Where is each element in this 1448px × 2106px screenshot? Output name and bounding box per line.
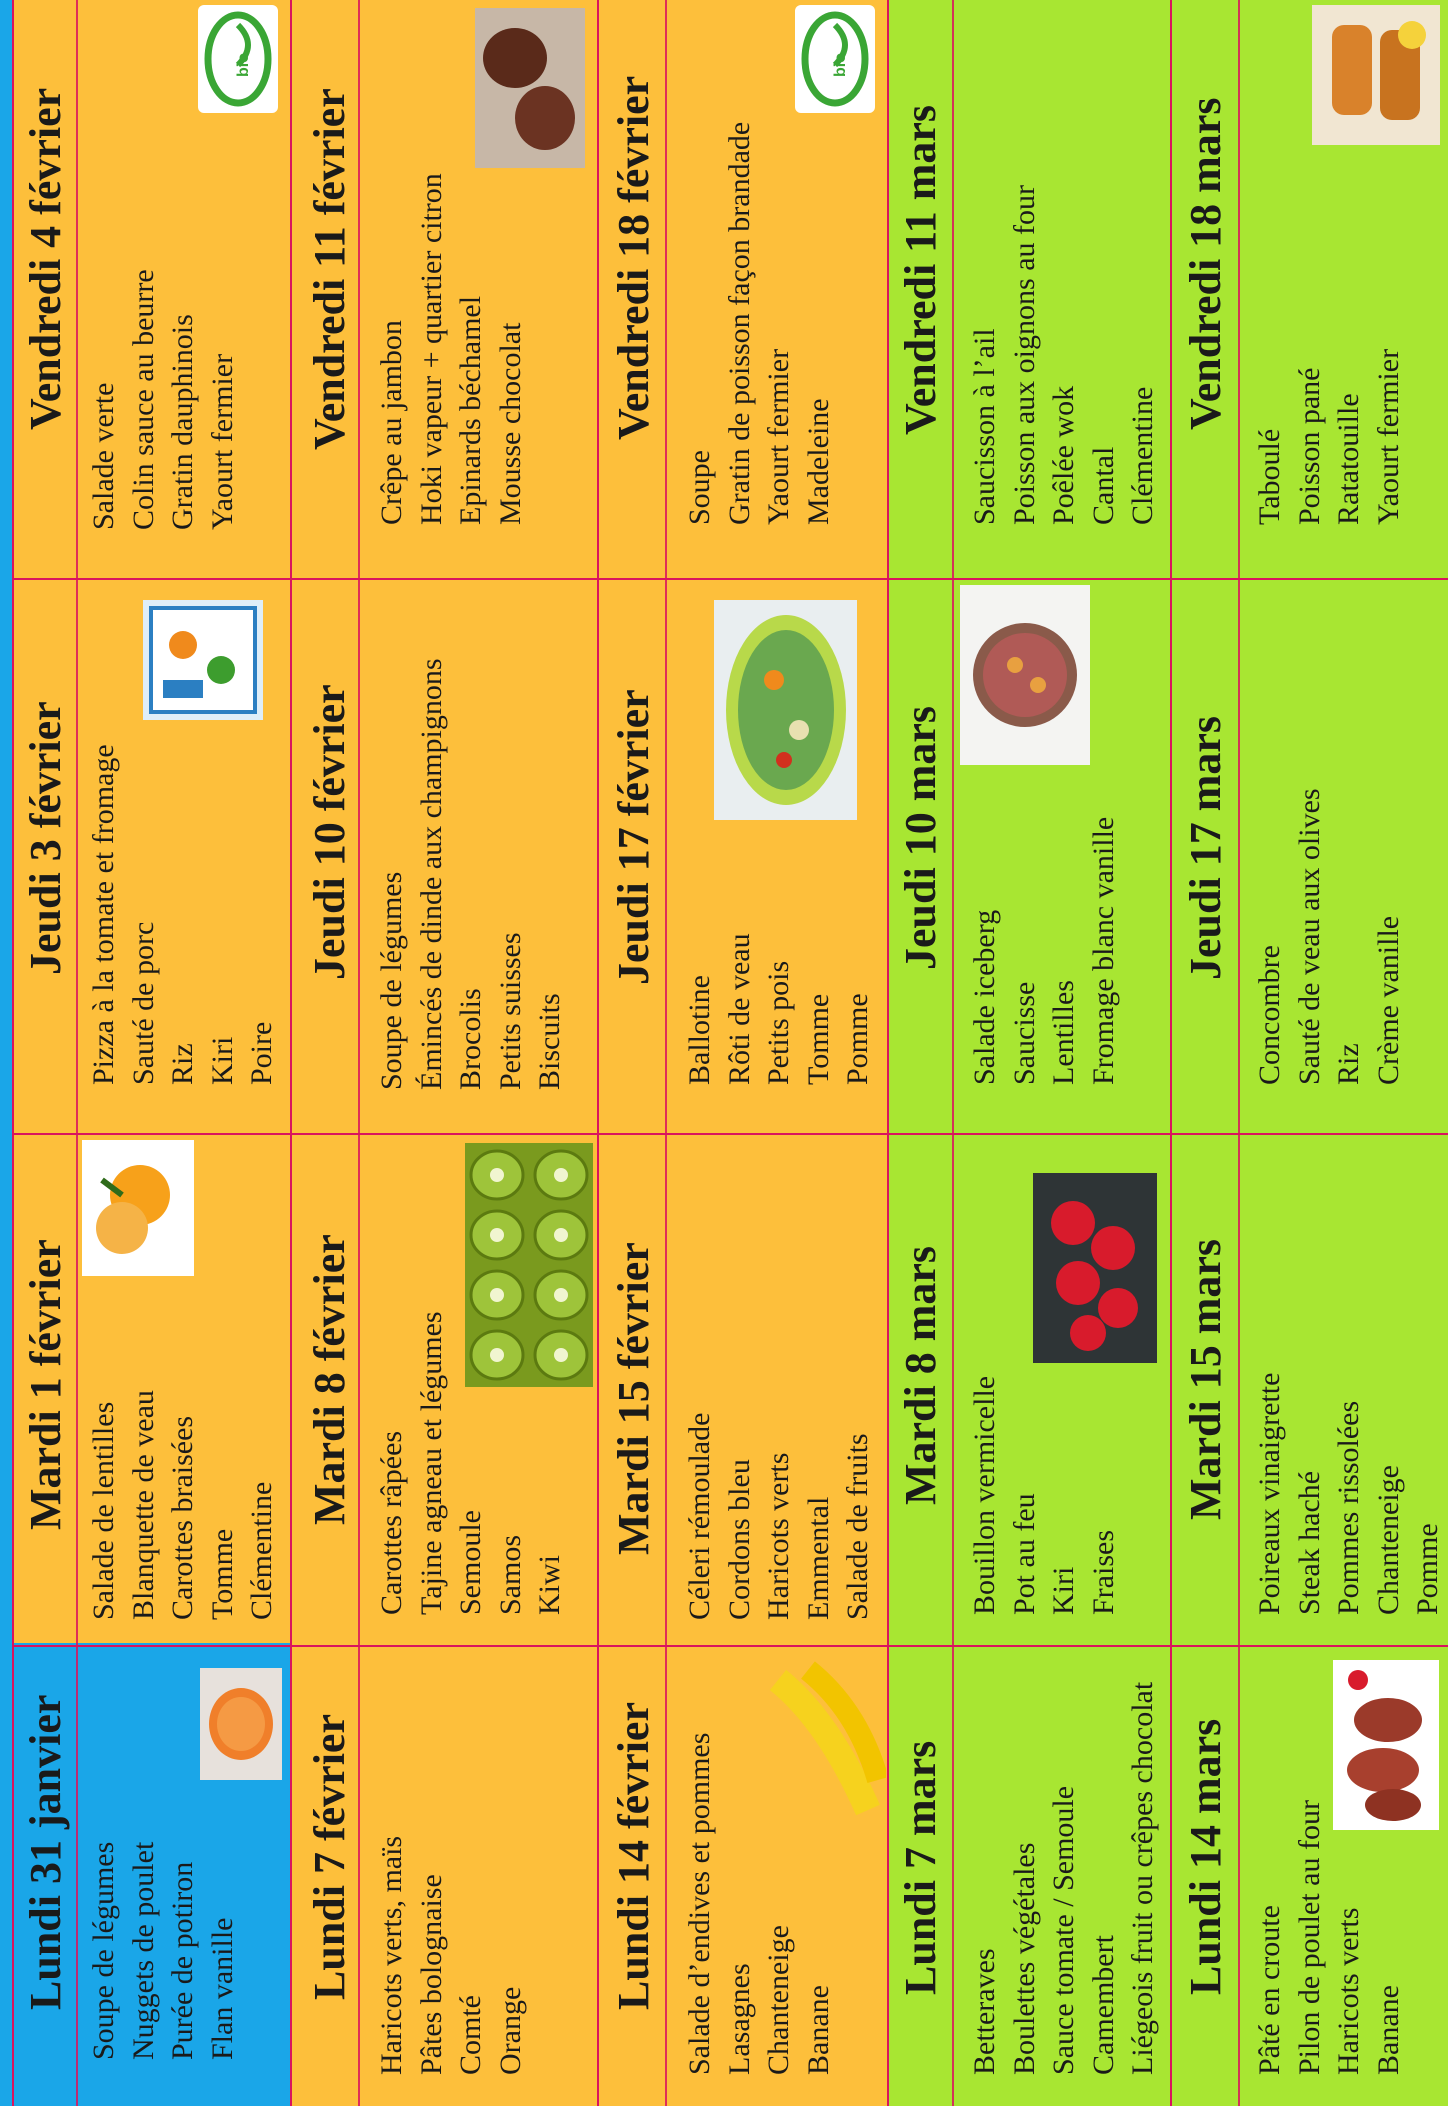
day-title: Vendredi 11 février — [305, 88, 354, 450]
menu-item: Rôti de veau — [722, 933, 756, 1085]
day-title: Mardi 1 février — [21, 1239, 70, 1530]
day-title: Jeudi 10 février — [305, 684, 354, 980]
menu-item: Ballotine — [683, 975, 716, 1085]
menu-item: Samos — [493, 1534, 527, 1615]
day-menu — [1250, 788, 1408, 1085]
menu-item: Riz — [166, 1043, 199, 1085]
grid-line — [952, 0, 954, 2106]
menu-item: Banane — [1371, 1985, 1405, 2075]
menu-item: Haricots verts — [1332, 1907, 1365, 2075]
menu-item: Pot au feu — [1007, 1493, 1041, 1615]
menu-item: Hoki vapeur + quartier citron — [414, 173, 448, 525]
grid-line — [1170, 0, 1172, 2106]
menu-item: Soupe — [683, 450, 716, 525]
menu-item: Banane — [801, 1985, 835, 2075]
menu-item: Riz — [1332, 1043, 1365, 1085]
day-menu — [84, 269, 242, 530]
menu-item: Yaourt fermier — [1371, 348, 1405, 525]
menu-item: Bouillon vermicelle — [968, 1375, 1001, 1615]
bio-logo-icon — [198, 5, 278, 113]
day-title: Vendredi 11 mars — [896, 104, 945, 435]
menu-item: Poisson pané — [1292, 367, 1326, 525]
day-title: Mardi 8 février — [305, 1234, 354, 1525]
day-menu — [1250, 349, 1408, 525]
menu-item: Chanteneige — [762, 1925, 795, 2075]
menu-item: Biscuits — [533, 993, 566, 1090]
day-menu — [372, 658, 570, 1090]
menu-item: Taboulé — [1253, 428, 1286, 525]
menu-item: Poire — [245, 1021, 278, 1085]
svg-text:bio: bio — [235, 53, 252, 77]
bio-logo-icon — [795, 5, 875, 113]
menu-item: Carottes braisées — [166, 1415, 199, 1620]
menu-item: Kiri — [1047, 1566, 1080, 1615]
menu-item: Sauté de porc — [126, 921, 160, 1085]
day-title: Jeudi 17 février — [609, 689, 658, 985]
soup-bowl-icon — [200, 1668, 282, 1780]
menu-item: Lentilles — [1047, 980, 1080, 1085]
menu-item: Poêlée wok — [1047, 385, 1080, 525]
menu-item: Salade de fruits — [841, 1433, 874, 1620]
menu-item: Carottes râpées — [375, 1430, 408, 1615]
menu-item: Yaourt fermier — [205, 353, 239, 530]
menu-item: Salade d’endives et pommes — [683, 1732, 716, 2075]
menu-item: Sauté de veau aux olives — [1292, 788, 1326, 1085]
day-title: Vendredi 18 mars — [1181, 97, 1230, 430]
day-title: Vendredi 18 février — [609, 75, 658, 440]
menu-item: Cordons bleu — [722, 1459, 756, 1620]
day-title: Mardi 15 février — [609, 1242, 658, 1555]
day-title: Lundi 31 janvier — [21, 1694, 70, 2010]
mixed-vegetables-icon — [714, 600, 857, 820]
menu-item: Flan vanille — [205, 1917, 239, 2060]
menu-item: Crêpe au jambon — [375, 320, 408, 525]
grid-line — [597, 0, 599, 2106]
menu-item: Fraises — [1086, 1530, 1120, 1615]
menu-item: Boulettes végétales — [1007, 1842, 1041, 2075]
menu-item: Sauce tomate / Semoule — [1047, 1785, 1080, 2075]
menu-item: Mousse chocolat — [493, 322, 527, 525]
menu-item: Saucisson à l’ail — [968, 328, 1001, 525]
grid-line — [358, 0, 360, 2106]
menu-item: Lasagnes — [722, 1963, 756, 2075]
menu-item: Cantal — [1086, 446, 1120, 525]
menu-item: Poisson aux oignons au four — [1007, 185, 1041, 525]
menu-item: Pomme — [1411, 1523, 1444, 1615]
menu-item: Pilon de poulet au four — [1292, 1800, 1326, 2075]
menu-item: Céleri rémoulade — [683, 1412, 716, 1620]
grid-line — [665, 0, 667, 2106]
menu-item: Salade verte — [87, 382, 120, 530]
grid-line — [290, 0, 292, 2106]
grid-line — [887, 0, 889, 2106]
menu-item: Petits pois — [762, 960, 795, 1085]
menu-item: Soupe de légumes — [87, 1841, 120, 2060]
grid-line — [1238, 0, 1240, 2106]
day-menu — [372, 173, 530, 525]
menu-item: Purée de potiron — [166, 1861, 199, 2060]
menu-item: Tajine agneau et légumes — [414, 1311, 448, 1615]
menu-item: Kiwi — [533, 1555, 566, 1615]
lentils-bowl-icon — [960, 585, 1090, 765]
menu-item: Tomme — [801, 993, 835, 1085]
tangerine-icon — [82, 1140, 194, 1276]
menu-item: Clémentine — [245, 1481, 278, 1620]
menu-item: Haricots verts, maïs — [375, 1835, 408, 2075]
menu-item: Pâté en croute — [1253, 1905, 1286, 2075]
day-menu — [965, 817, 1123, 1085]
day-menu — [680, 1733, 838, 2075]
day-title: Lundi 7 février — [305, 1714, 354, 2000]
day-menu — [965, 185, 1163, 525]
menu-item: Concombre — [1253, 945, 1286, 1085]
menu-item: Gratin de poisson façon brandade — [722, 121, 756, 525]
day-title: Lundi 14 mars — [1181, 1718, 1230, 1995]
day-title: Jeudi 17 mars — [1181, 716, 1230, 980]
chocolate-mousse-icon — [475, 8, 585, 168]
menu-item: Crème vanille — [1371, 915, 1405, 1085]
svg-text:bio: bio — [832, 53, 849, 77]
day-title: Lundi 7 mars — [896, 1740, 945, 1995]
menu-item: Epinards béchamel — [454, 295, 487, 525]
menu-item: Salade iceberg — [968, 909, 1001, 1085]
strawberries-icon — [1033, 1173, 1157, 1363]
menu-item: Comté — [454, 1995, 487, 2075]
menu-item: Betteraves — [968, 1948, 1001, 2075]
menu-item: Petits suisses — [493, 932, 527, 1090]
menu-item: Ratatouille — [1332, 393, 1365, 525]
menu-item: Camembert — [1086, 1935, 1120, 2075]
day-title: Mardi 15 mars — [1181, 1238, 1230, 1520]
grid-line — [12, 0, 14, 2106]
menu-item: Pâtes bolognaise — [414, 1874, 448, 2075]
menu-item: Brocolis — [454, 988, 487, 1090]
grid-line — [12, 1133, 1448, 1135]
day-title: Lundi 14 février — [609, 1702, 658, 2010]
day-menu — [84, 744, 282, 1085]
menu-item: Pizza à la tomate et fromage — [87, 744, 120, 1085]
day-menu — [1250, 1800, 1408, 2075]
menu-item: Fromage blanc vanille — [1086, 816, 1120, 1085]
grid-line — [76, 0, 78, 2106]
menu-item: Pomme — [841, 993, 874, 1085]
day-menu — [680, 933, 878, 1085]
day-menu — [965, 1682, 1163, 2075]
menu-item: Poireaux vinaigrette — [1253, 1372, 1286, 1615]
kiri-cheese-icon — [143, 600, 263, 720]
menu-item: Blanquette de veau — [126, 1390, 160, 1620]
day-title: Jeudi 3 février — [21, 701, 70, 975]
menu-item: Madeleine — [801, 398, 835, 525]
left-blue-edge — [0, 0, 12, 2106]
menu-item: Orange — [493, 1986, 527, 2075]
day-menu — [965, 1376, 1123, 1615]
day-menu — [84, 1842, 242, 2060]
grid-line — [12, 1645, 1448, 1647]
day-menu — [372, 1311, 570, 1615]
menu-item: Salade de lentilles — [87, 1401, 120, 1620]
menu-item: Emmental — [801, 1496, 835, 1620]
menu-item: Clémentine — [1126, 386, 1159, 525]
day-title: Mardi 8 mars — [896, 1245, 945, 1505]
grid-line — [12, 578, 1448, 580]
menu-item: Colin sauce au beurre — [126, 269, 160, 530]
menu-item: Saucisse — [1007, 981, 1041, 1085]
menu-item: Nuggets de poulet — [126, 1841, 160, 2060]
menu-item: Yaourt fermier — [762, 348, 795, 525]
day-menu — [680, 1413, 878, 1620]
breaded-fish-icon — [1312, 5, 1440, 145]
menu-item: Pommes rissolées — [1332, 1400, 1365, 1615]
day-menu — [372, 1836, 530, 2075]
menu-item: Kiri — [205, 1036, 239, 1085]
menu-item: Liégeois fruit ou crêpes chocolat — [1126, 1681, 1159, 2075]
menu-item: Chanteneige — [1371, 1465, 1405, 1615]
menu-item: Tomme — [205, 1528, 239, 1620]
day-title: Jeudi 10 mars — [896, 706, 945, 970]
day-menu — [1250, 1373, 1448, 1615]
menu-item: Émincés de dinde aux champignons — [414, 658, 448, 1090]
day-menu — [84, 1390, 282, 1620]
day-title: Vendredi 4 février — [21, 87, 70, 430]
menu-item: Semoule — [454, 1510, 487, 1615]
menu-item: Soupe de légumes — [375, 871, 408, 1090]
day-menu — [680, 122, 838, 525]
menu-item: Steak haché — [1292, 1470, 1326, 1615]
menu-item: Gratin dauphinois — [166, 314, 199, 530]
menu-item: Haricots verts — [762, 1452, 795, 1620]
